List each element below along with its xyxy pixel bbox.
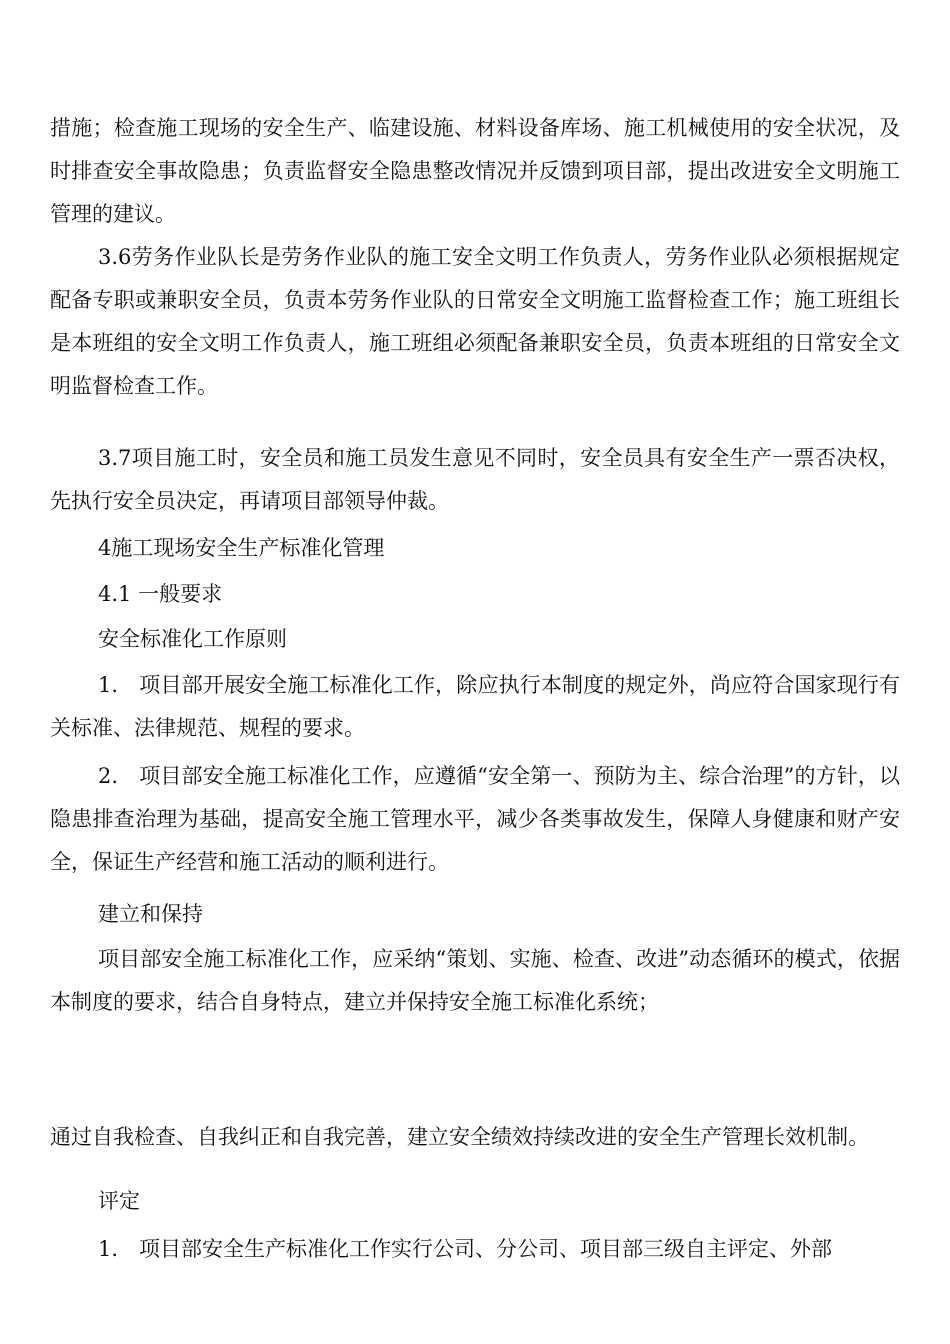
paragraph-self-improvement: 通过自我检查、自我纠正和自我完善，建立安全绩效持续改进的安全生产管理长效机制。 bbox=[50, 1125, 869, 1149]
paragraph-3-6: 3.6劳务作业队长是劳务作业队的施工安全文明工作负责人，劳务作业队必须根据规定配备专职或兼职安全员，负责本劳务作业队的日常安全文明施工监督检查工作；施工班组长是本班组的安全文明工作负责人，施工班组必须配备兼职安全员，负责本班组的日常安全文明监督检查工作。 bbox=[50, 245, 900, 398]
paragraph-pdca-cycle: 项目部安全施工标准化工作，应采纳“策划、实施、检查、改进”动态循环的模式，依据本制度的要求，结合自身特点，建立并保持安全施工标准化系统； bbox=[50, 947, 900, 1014]
heading-work-principles: 安全标准化工作原则 bbox=[98, 627, 287, 651]
heading-evaluation: 评定 bbox=[98, 1189, 140, 1213]
heading-establish-maintain: 建立和保持 bbox=[98, 902, 203, 926]
list-item-evaluation-1: 1. 项目部安全生产标准化工作实行公司、分公司、项目部三级自主评定、外部 bbox=[98, 1237, 833, 1261]
section-heading-4: 4施工现场安全生产标准化管理 bbox=[98, 536, 385, 560]
subsection-heading-4-1: 4.1 一般要求 bbox=[98, 582, 223, 606]
list-item-1: 1. 项目部开展安全施工标准化工作，除应执行本制度的规定外，尚应符合国家现行有关标准、法律规范、规程的要求。 bbox=[50, 673, 900, 740]
paragraph-3-7: 3.7项目施工时，安全员和施工员发生意见不同时，安全员具有安全生产一票否决权，先执行安全员决定，再请项目部领导仲裁。 bbox=[50, 446, 900, 513]
paragraph-safety-officer-duties: 措施；检查施工现场的安全生产、临建设施、材料设备库场、施工机械使用的安全状况，及时排查安全事故隐患；负责监督安全隐患整改情况并反馈到项目部，提出改进安全文明施工管理的建议。 bbox=[50, 116, 900, 226]
list-item-2: 2. 项目部安全施工标准化工作，应遵循“安全第一、预防为主、综合治理”的方针，以隐患排查治理为基础，提高安全施工管理水平，减少各类事故发生，保障人身健康和财产安全，保证生产经营和施工活动的顺利进行。 bbox=[50, 764, 900, 874]
